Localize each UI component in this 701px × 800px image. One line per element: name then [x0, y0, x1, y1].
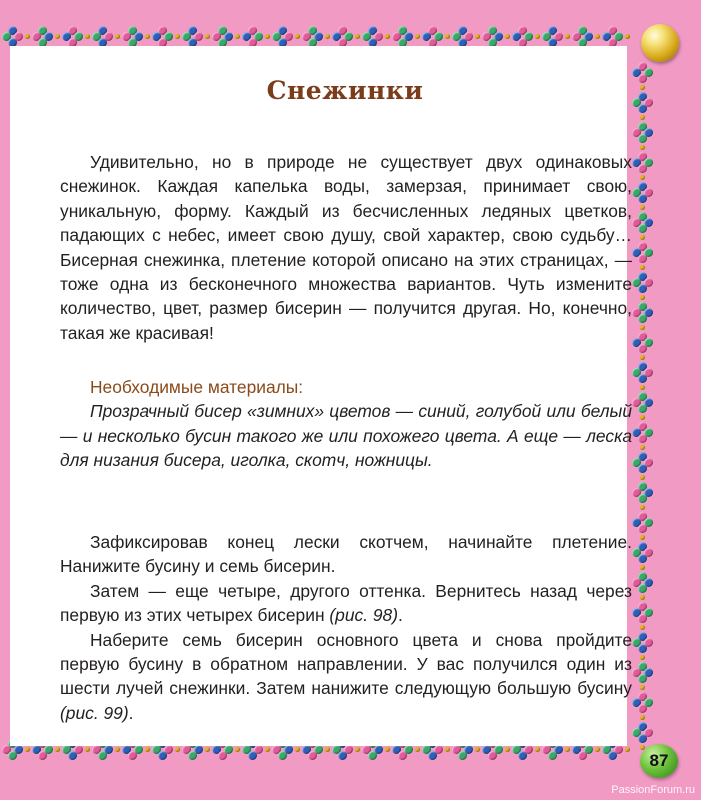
seed-bead-icon	[640, 595, 645, 600]
seed-bead-icon	[640, 175, 645, 180]
bead-flower-icon	[632, 452, 654, 474]
seed-bead-icon	[265, 747, 270, 752]
seed-bead-icon	[355, 747, 360, 752]
seed-bead-icon	[175, 747, 180, 752]
seed-bead-icon	[640, 655, 645, 660]
seed-bead-icon	[295, 34, 300, 39]
bead-flower-icon	[632, 422, 654, 444]
seed-bead-icon	[115, 747, 120, 752]
seed-bead-icon	[595, 34, 600, 39]
bead-flower-icon	[632, 692, 654, 714]
seed-bead-icon	[625, 34, 630, 39]
bead-flower-icon	[632, 182, 654, 204]
bead-flower-icon	[272, 26, 294, 48]
seed-bead-icon	[205, 34, 210, 39]
bead-flower-icon	[632, 662, 654, 684]
seed-bead-icon	[640, 715, 645, 720]
seed-bead-icon	[640, 385, 645, 390]
seed-bead-icon	[640, 295, 645, 300]
materials-section	[60, 375, 632, 473]
seed-bead-icon	[145, 747, 150, 752]
bead-flower-icon	[632, 602, 654, 624]
bead-flower-icon	[632, 392, 654, 414]
seed-bead-icon	[640, 205, 645, 210]
seed-bead-icon	[325, 747, 330, 752]
figure-reference: (рис. 99)	[60, 702, 129, 723]
bead-flower-icon	[392, 26, 414, 48]
bead-flower-icon	[632, 242, 654, 264]
seed-bead-icon	[640, 535, 645, 540]
watermark: PassionForum.ru	[611, 784, 695, 796]
gold-pearl-icon	[641, 24, 679, 62]
seed-bead-icon	[640, 325, 645, 330]
seed-bead-icon	[55, 34, 60, 39]
bead-flower-icon	[632, 212, 654, 234]
seed-bead-icon	[235, 747, 240, 752]
bead-flower-icon	[632, 122, 654, 144]
seed-bead-icon	[295, 747, 300, 752]
seed-bead-icon	[640, 505, 645, 510]
bead-flower-icon	[512, 26, 534, 48]
seed-bead-icon	[385, 747, 390, 752]
step-text: Наберите семь бисерин основного цвета и снова пройдите первую бусину в обратном направлении. У вас получился один из шести лучей снежинки. Затем нанижите следующую большую бусину	[60, 629, 632, 699]
seed-bead-icon	[595, 747, 600, 752]
seed-bead-icon	[505, 747, 510, 752]
step-text: Зафиксировав конец лески скотчем, начинайте плетение. Нанижите бусину и семь бисерин.	[60, 532, 632, 577]
bead-flower-icon	[92, 26, 114, 48]
seed-bead-icon	[445, 747, 450, 752]
step-paragraph	[60, 628, 632, 726]
seed-bead-icon	[415, 747, 420, 752]
intro-text: Удивительно, но в природе не существует двух одинаковых снежинок. Каждая капелька воды, замерзая, принимает свою, уникальную, форму. Каждый из бесчисленных ледяных цветков, падающих с небес, имеет свою душу, свой характер, свою судьбу… Бисерная снежинка, плетение которой описано на этих страницах, — тоже одна из бесконечного множества вариантов. Чуть измените количество, цвет, размер бисерин — получится другая. Но, конечно, такая же красивая!	[60, 152, 632, 343]
seed-bead-icon	[565, 34, 570, 39]
seed-bead-icon	[445, 34, 450, 39]
page-title: Снежинки	[266, 76, 424, 105]
bead-flower-icon	[632, 512, 654, 534]
seed-bead-icon	[640, 415, 645, 420]
seed-bead-icon	[625, 747, 630, 752]
bead-flower-icon	[632, 632, 654, 654]
materials-text: Прозрачный бисер «зимних» цветов — синий, голубой или белый — и несколько бусин такого же или похожего цвета. А еще — леска для низания бисера, иголка, скотч, ножницы.	[60, 401, 632, 471]
bead-flower-icon	[632, 482, 654, 504]
materials-heading: Необходимые материалы:	[90, 377, 304, 397]
seed-bead-icon	[175, 34, 180, 39]
bead-flower-icon	[242, 26, 264, 48]
step-tail: .	[128, 702, 134, 723]
step-paragraph	[60, 530, 632, 579]
bead-flower-icon	[332, 26, 354, 48]
seed-bead-icon	[355, 34, 360, 39]
seed-bead-icon	[205, 747, 210, 752]
seed-bead-icon	[640, 475, 645, 480]
seed-bead-icon	[265, 34, 270, 39]
bead-flower-icon	[302, 26, 324, 48]
bead-flower-icon	[362, 26, 384, 48]
step-text: Затем — еще четыре, другого оттенка. Вернитесь назад через первую из этих четырех бисерин	[60, 580, 632, 626]
seed-bead-icon	[640, 685, 645, 690]
seed-bead-icon	[55, 747, 60, 752]
bead-flower-icon	[632, 302, 654, 324]
bead-flower-icon	[2, 26, 24, 48]
bead-flower-icon	[572, 26, 594, 48]
steps-section	[60, 530, 632, 725]
bead-flower-icon	[632, 542, 654, 564]
seed-bead-icon	[640, 445, 645, 450]
seed-bead-icon	[235, 34, 240, 39]
seed-bead-icon	[535, 747, 540, 752]
seed-bead-icon	[640, 145, 645, 150]
seed-bead-icon	[415, 34, 420, 39]
seed-bead-icon	[115, 34, 120, 39]
seed-bead-icon	[25, 34, 30, 39]
seed-bead-icon	[475, 747, 480, 752]
bead-flower-icon	[422, 26, 444, 48]
bead-flower-icon	[602, 26, 624, 48]
figure-reference: (рис. 98)	[329, 605, 399, 626]
seed-bead-icon	[535, 34, 540, 39]
bead-flower-icon	[212, 26, 234, 48]
bead-flower-icon	[62, 26, 84, 48]
seed-bead-icon	[640, 565, 645, 570]
seed-bead-icon	[640, 235, 645, 240]
seed-bead-icon	[25, 747, 30, 752]
bead-flower-icon	[32, 26, 54, 48]
seed-bead-icon	[640, 115, 645, 120]
seed-bead-icon	[385, 34, 390, 39]
step-tail: .	[398, 605, 403, 626]
seed-bead-icon	[640, 625, 645, 630]
seed-bead-icon	[145, 34, 150, 39]
bead-flower-icon	[152, 26, 174, 48]
seed-bead-icon	[325, 34, 330, 39]
seed-bead-icon	[475, 34, 480, 39]
bead-flower-icon	[482, 26, 504, 48]
seed-bead-icon	[565, 747, 570, 752]
seed-bead-icon	[85, 747, 90, 752]
bead-flower-icon	[632, 362, 654, 384]
bead-flower-icon	[182, 26, 204, 48]
bead-flower-icon	[632, 332, 654, 354]
bead-flower-icon	[122, 26, 144, 48]
seed-bead-icon	[505, 34, 510, 39]
seed-bead-icon	[640, 355, 645, 360]
bead-flower-icon	[632, 152, 654, 174]
bead-flower-icon	[632, 272, 654, 294]
bead-flower-icon	[542, 26, 564, 48]
page-number-badge: 87	[640, 744, 678, 778]
seed-bead-icon	[85, 34, 90, 39]
bead-flower-icon	[452, 26, 474, 48]
step-paragraph	[60, 579, 632, 628]
bead-flower-icon	[632, 572, 654, 594]
intro-paragraph	[60, 150, 632, 345]
seed-bead-icon	[640, 265, 645, 270]
